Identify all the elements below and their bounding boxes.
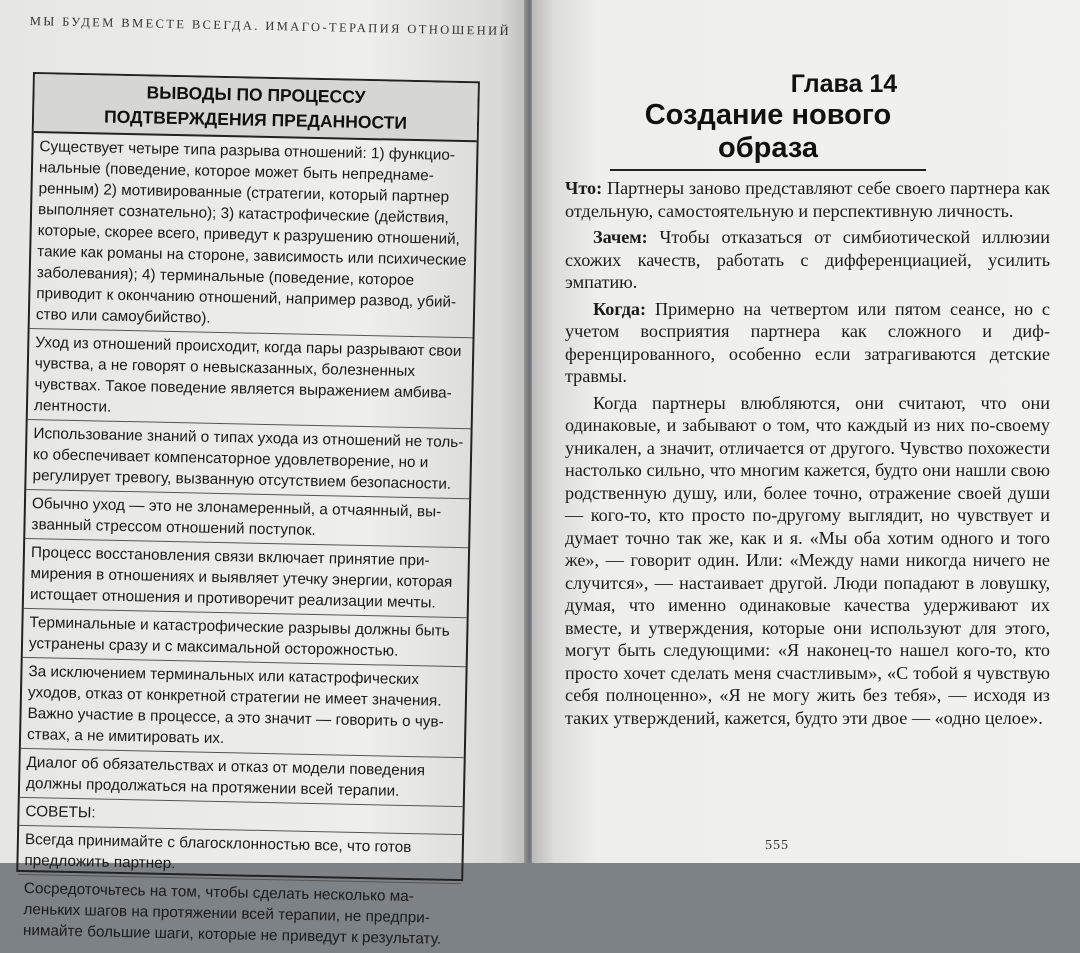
what-text: Партнеры заново представляют себе своего партнера как отдельную, самостоятельную и перспективную личность. (565, 178, 1050, 221)
chapter-number: Глава 14 (790, 70, 898, 98)
box-paragraph: Терминальные и катастрофические разрывы должны быть устранены сразу и с максимальной осторожностью. (23, 609, 467, 667)
body-paragraph: Когда партнеры влюбляются, они считают, что они одинаковые, и забывают о том, что каждый из них по-своему уникален, а значит, отличается от другого. Чувство похожести настолько сильно, что многим кажется, будто они нашли свою родственную душу, или, более точно, отражение своей души — кого-то, кто просто по-другому выглядит, но чувствует и думает точно так же, как и я. «Мы оба хотим одного и того же», — говорит один. Или: «Между нами никогда ничего не случится», — настаивает другой. Люди попадают в ловушку, думая, что именно одинаковые качества удерживают их вместе, и утверждения, которые они используют для этого, могут быть следующими: «Я наконец-то нашел кого-то, кто просто хочет сделать меня счастливым», «С тобой я чувствую себя полноценно», «Я не могу жить без тебя», — исходя из таких утверждений, кажется, будто эти двое — «одно целое». (565, 392, 1050, 728)
box-paragraph: Обычно уход — это не злонамеренный, а отчаянный, вызванный стрессом отношений поступок. (25, 490, 469, 548)
summary-box-title (34, 74, 478, 142)
what-label: Что: (565, 178, 603, 198)
when-text: Примерно на четвертом или пятом сеансе, но с учетом восприятия партнера как сложного и дифференцированного, особенно если затрагиваются детские травмы. (565, 298, 1050, 386)
page-number: 555 (765, 838, 789, 853)
box-paragraph: Всегда принимайте с благосклонностью все, что готов предложить партнер. (18, 826, 462, 884)
box-paragraph: СОВЕТЫ: (19, 798, 462, 835)
summary-box (16, 72, 480, 948)
left-page (0, 0, 526, 948)
box-paragraph: За исключением терминальных или катастрофических уходов, отказ от конкретной стратегии не имеет значения. Важно участие в процессе, а это значит — говорить о чувствах, а не имитировать их. (21, 658, 466, 758)
why-paragraph (565, 226, 1050, 294)
when-paragraph (565, 298, 1050, 388)
running-head: МЫ БУДЕМ ВМЕСТЕ ВСЕГДА. ИМАГО-ТЕРАПИЯ ОТНОШЕНИЙ (29, 14, 512, 39)
summary-box-body (17, 133, 477, 953)
chapter-title: Создание нового образа (610, 99, 926, 171)
chapter-text (565, 177, 1050, 733)
box-paragraph: Сосредоточьтесь на том, чтобы сделать несколько маленьких шагов на протяжении всей терапии, не предпринимайте большие шаги, которые не приведут к результату. (22, 879, 442, 948)
why-label: Зачем: (593, 227, 648, 247)
when-label: Когда: (593, 298, 647, 319)
box-paragraph: Уход из отношений происходит, когда пары разрывают свои чувства, а не говорят о невысказанных, болезненных чувствах. Такое поведение является выражением амбивалентности. (28, 329, 473, 429)
box-paragraph: Существует четыре типа разрыва отношений: 1) функциональные (поведение, которое может быть непреднамеренным) 2) мотивированные (стратегии, который партнер выполняет сознательно); 3) катастрофические (действия, которые, скорее всего, приведут к разрушению отношений, такие как романы на стороне, зависимость или психические заболевания); 4) терминальные (поведение, которое приводит к окончанию отношений, например развод, убийство или самоубийство). (30, 133, 477, 338)
box-title-line-1: ВЫВОДЫ ПО ПРОЦЕССУ (146, 82, 366, 107)
box-paragraph: Процесс восстановления связи включает принятие примирения в отношениях и выявляет утечку энергии, которая истощает отношения и противоречит реализации мечты. (24, 539, 468, 618)
box-paragraph: Диалог об обязательствах и отказ от модели поведения должны продолжаться на протяжении всей терапии. (20, 749, 464, 807)
box-paragraph: Использование знаний о типах ухода из отношений не только обеспечивает компенсаторное удовлетворение, но и регулирует тревогу, вызванную отсутствием безопасности. (26, 420, 470, 499)
why-text: Чтобы отказаться от симбиотической иллюзии схожих качеств, работать с дифференциацией, усилить эмпатию. (565, 227, 1050, 292)
box-title-line-2: ПОДТВЕРЖДЕНИЯ ПРЕДАННОСТИ (103, 106, 408, 133)
what-paragraph (565, 177, 1050, 222)
